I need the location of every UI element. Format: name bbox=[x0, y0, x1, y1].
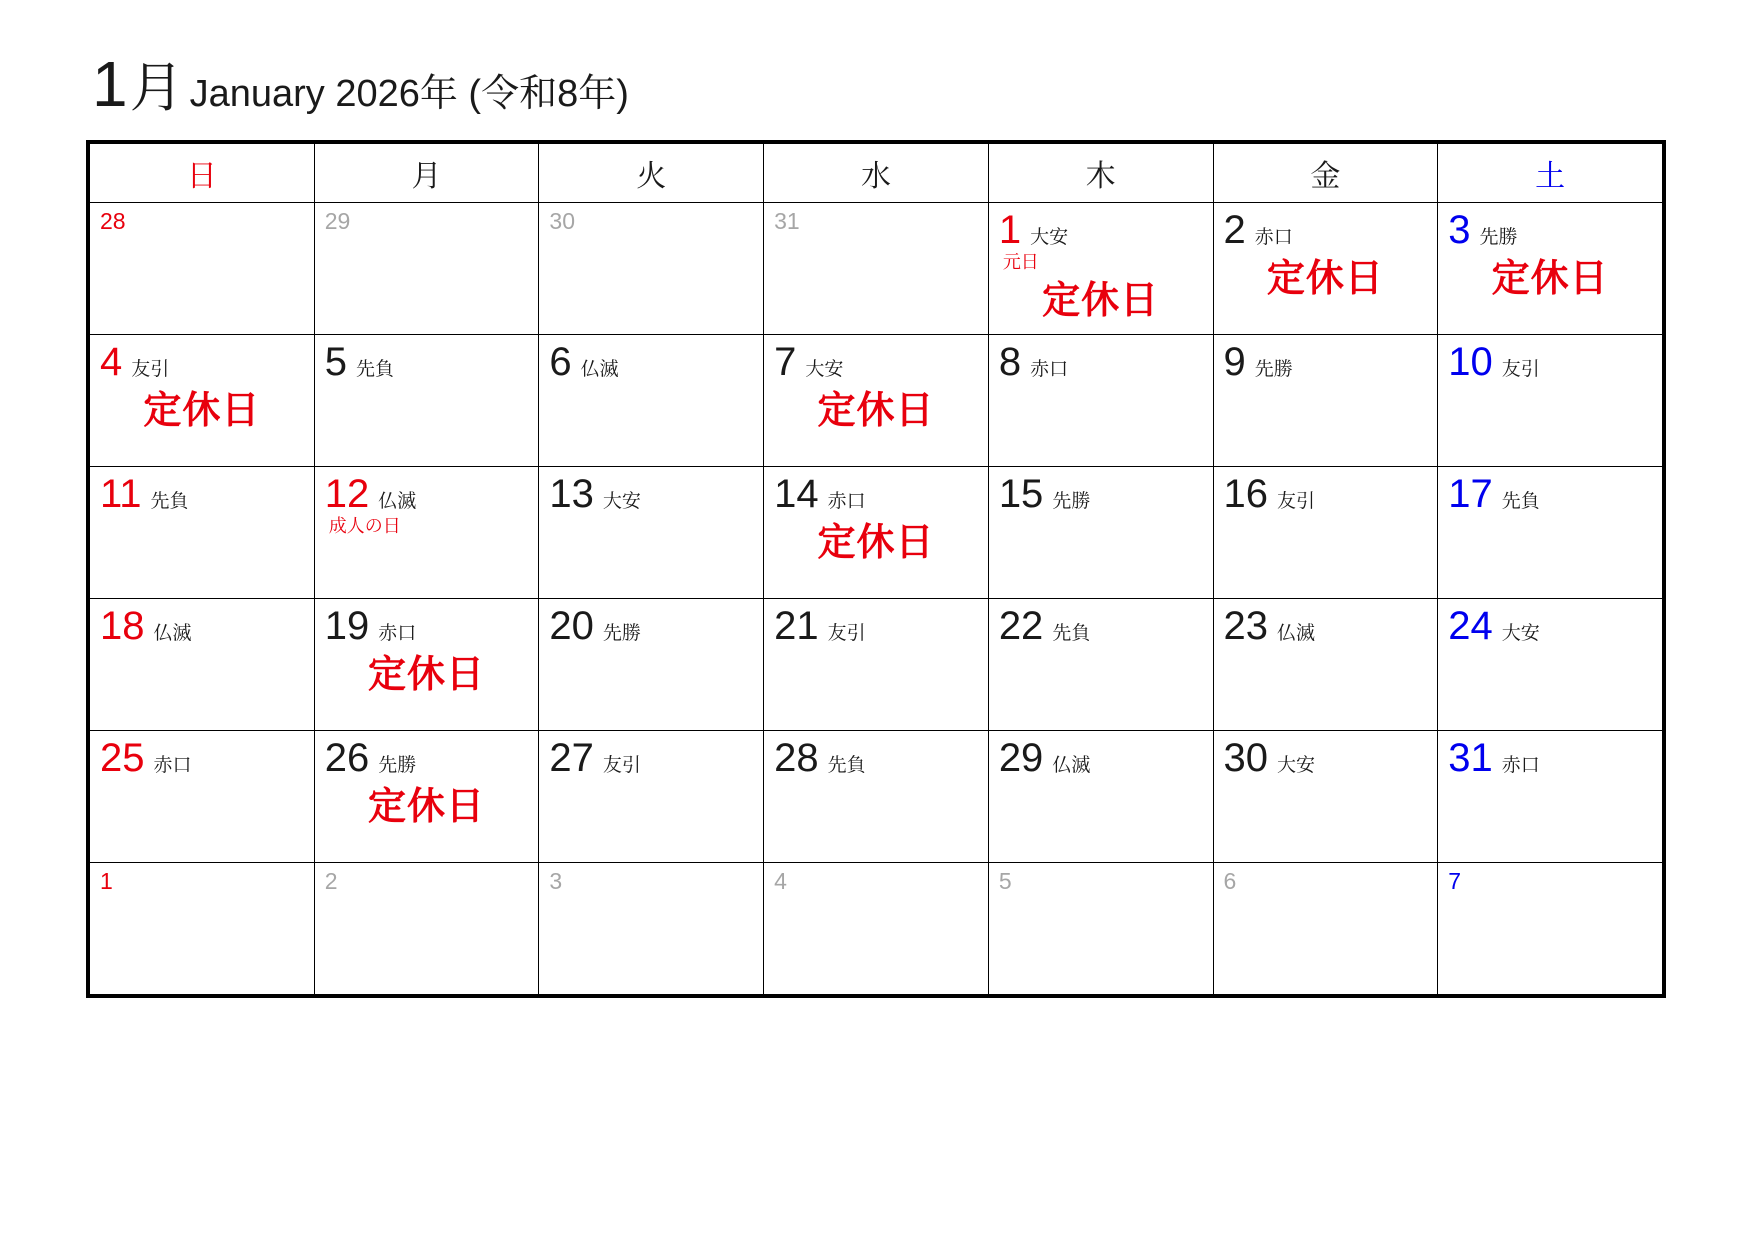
rokuyo-label: 仏滅 bbox=[1052, 755, 1091, 776]
page-title bbox=[92, 48, 629, 120]
calendar-day-cell[interactable] bbox=[1438, 203, 1663, 335]
day-header bbox=[1448, 473, 1652, 515]
day-number: 10 bbox=[1448, 340, 1493, 384]
day-number: 11 bbox=[100, 472, 142, 516]
day-header bbox=[999, 341, 1203, 383]
calendar-day-cell[interactable] bbox=[1438, 335, 1663, 467]
rokuyo-label: 赤口 bbox=[1254, 227, 1293, 248]
calendar-day-cell[interactable] bbox=[1213, 203, 1438, 335]
day-number: 21 bbox=[774, 604, 819, 648]
day-header bbox=[100, 869, 304, 893]
calendar-day-cell[interactable] bbox=[314, 731, 539, 863]
calendar-day-cell[interactable] bbox=[1213, 467, 1438, 599]
holiday-label: 元日 bbox=[1002, 252, 1039, 272]
calendar-day-cell[interactable] bbox=[539, 599, 764, 731]
calendar-day-cell[interactable] bbox=[1213, 731, 1438, 863]
day-header bbox=[325, 605, 529, 647]
calendar-day-cell[interactable] bbox=[764, 467, 989, 599]
day-header bbox=[325, 209, 529, 233]
calendar-day-cell[interactable] bbox=[314, 863, 539, 995]
title-month-english: January 2026年 (令和8年) bbox=[189, 73, 629, 115]
calendar-day-cell[interactable] bbox=[1438, 599, 1663, 731]
day-number: 2 bbox=[324, 868, 338, 894]
day-number: 23 bbox=[1223, 604, 1269, 648]
rokuyo-label: 友引 bbox=[602, 755, 641, 776]
day-number: 4 bbox=[774, 868, 787, 894]
rokuyo-label: 先負 bbox=[355, 359, 394, 380]
rokuyo-label: 仏滅 bbox=[153, 623, 192, 644]
day-header bbox=[549, 605, 753, 647]
weekday-header-tue: 火 bbox=[539, 144, 764, 203]
calendar-day-cell[interactable] bbox=[539, 863, 764, 995]
rokuyo-label: 大安 bbox=[1501, 623, 1540, 644]
closed-day-label: 定休日 bbox=[1266, 258, 1384, 300]
day-number: 30 bbox=[549, 208, 575, 234]
day-header bbox=[774, 737, 978, 779]
calendar-day-cell[interactable] bbox=[90, 203, 315, 335]
calendar-day-cell[interactable] bbox=[314, 203, 539, 335]
day-number: 17 bbox=[1448, 472, 1493, 516]
day-number: 31 bbox=[774, 208, 800, 234]
rokuyo-label: 大安 bbox=[1277, 755, 1316, 776]
day-number: 12 bbox=[324, 472, 370, 516]
rokuyo-label: 大安 bbox=[1030, 227, 1069, 248]
rokuyo-label: 赤口 bbox=[153, 755, 192, 776]
calendar-day-cell[interactable] bbox=[988, 203, 1213, 335]
closed-day-label: 定休日 bbox=[368, 654, 486, 696]
rokuyo-label: 先勝 bbox=[378, 755, 417, 776]
day-number: 5 bbox=[998, 868, 1012, 894]
day-header bbox=[549, 341, 753, 383]
calendar-day-cell[interactable] bbox=[1213, 335, 1438, 467]
rokuyo-label: 先負 bbox=[1052, 623, 1091, 644]
calendar-day-cell[interactable] bbox=[539, 731, 764, 863]
rokuyo-label: 先負 bbox=[1501, 491, 1540, 512]
weekday-header-row bbox=[90, 144, 1663, 203]
day-number: 13 bbox=[549, 472, 594, 516]
day-header bbox=[100, 209, 304, 233]
calendar-day-cell[interactable] bbox=[988, 731, 1213, 863]
calendar-day-cell[interactable] bbox=[1438, 467, 1663, 599]
calendar-body bbox=[90, 203, 1663, 995]
day-header bbox=[999, 473, 1203, 515]
closed-day-label: 定休日 bbox=[1042, 279, 1160, 322]
rokuyo-label: 仏滅 bbox=[378, 491, 417, 512]
day-header bbox=[774, 869, 978, 893]
day-header bbox=[325, 473, 529, 515]
rokuyo-label: 先勝 bbox=[1254, 359, 1293, 380]
day-number: 2 bbox=[1223, 208, 1246, 252]
day-header bbox=[774, 341, 978, 383]
day-header bbox=[549, 869, 753, 893]
rokuyo-label: 赤口 bbox=[1030, 359, 1069, 380]
closed-day-label: 定休日 bbox=[368, 786, 486, 828]
calendar-day-cell[interactable] bbox=[314, 599, 539, 731]
day-header bbox=[100, 473, 304, 515]
weekday-header-fri: 金 bbox=[1213, 144, 1438, 203]
holiday-label: 成人の日 bbox=[328, 516, 401, 536]
closed-day-label: 定休日 bbox=[817, 522, 935, 564]
day-header bbox=[774, 605, 978, 647]
day-header bbox=[100, 341, 304, 383]
calendar-day-cell[interactable] bbox=[90, 599, 315, 731]
day-number: 19 bbox=[324, 604, 370, 648]
day-number: 1 bbox=[100, 868, 113, 894]
day-number: 27 bbox=[549, 736, 594, 780]
day-header bbox=[100, 605, 304, 647]
calendar-day-cell[interactable] bbox=[1213, 599, 1438, 731]
day-header bbox=[1448, 737, 1652, 779]
day-number: 6 bbox=[1223, 868, 1237, 894]
day-number: 3 bbox=[549, 868, 563, 894]
rokuyo-label: 友引 bbox=[1277, 491, 1316, 512]
weekday-header-wed: 水 bbox=[764, 144, 989, 203]
rokuyo-label: 先勝 bbox=[1479, 227, 1518, 248]
day-number: 5 bbox=[324, 340, 347, 384]
day-header bbox=[999, 869, 1203, 893]
weekday-header-thu: 木 bbox=[988, 144, 1213, 203]
calendar-day-cell[interactable] bbox=[764, 203, 989, 335]
rokuyo-label: 友引 bbox=[1501, 359, 1540, 380]
calendar-day-cell[interactable] bbox=[764, 335, 989, 467]
calendar-week-row bbox=[90, 467, 1663, 599]
rokuyo-label: 赤口 bbox=[827, 491, 866, 512]
day-number: 14 bbox=[774, 472, 819, 516]
calendar-week-row bbox=[90, 599, 1663, 731]
day-header bbox=[325, 341, 529, 383]
day-header bbox=[1224, 209, 1428, 251]
day-header bbox=[100, 737, 304, 779]
day-number: 9 bbox=[1223, 340, 1246, 384]
calendar-day-cell[interactable] bbox=[1438, 731, 1663, 863]
calendar-day-cell[interactable] bbox=[764, 599, 989, 731]
day-header bbox=[999, 605, 1203, 647]
day-header bbox=[1224, 869, 1428, 893]
weekday-header-sun: 日 bbox=[90, 144, 315, 203]
day-number: 7 bbox=[1448, 868, 1462, 894]
rokuyo-label: 赤口 bbox=[378, 623, 417, 644]
day-header bbox=[1224, 737, 1428, 779]
rokuyo-label: 大安 bbox=[805, 359, 844, 380]
title-month-number: 1 bbox=[92, 48, 128, 120]
day-number: 3 bbox=[1448, 208, 1471, 252]
calendar-day-cell[interactable] bbox=[314, 335, 539, 467]
day-header bbox=[1224, 605, 1428, 647]
day-header bbox=[549, 737, 753, 779]
calendar-day-cell[interactable] bbox=[90, 731, 315, 863]
day-header bbox=[549, 209, 753, 233]
day-number: 25 bbox=[100, 736, 145, 780]
day-header bbox=[1448, 209, 1652, 251]
closed-day-label: 定休日 bbox=[817, 390, 935, 432]
calendar-day-cell[interactable] bbox=[988, 467, 1213, 599]
rokuyo-label: 先勝 bbox=[1052, 491, 1091, 512]
day-number: 8 bbox=[998, 340, 1022, 384]
calendar-grid bbox=[86, 140, 1666, 998]
calendar-day-cell[interactable] bbox=[988, 599, 1213, 731]
calendar-day-cell[interactable] bbox=[988, 863, 1213, 995]
rokuyo-label: 先負 bbox=[150, 491, 189, 512]
title-month-kanji: 月 bbox=[129, 58, 184, 118]
rokuyo-label: 友引 bbox=[827, 623, 866, 644]
calendar-day-cell[interactable] bbox=[1213, 863, 1438, 995]
day-number: 18 bbox=[100, 604, 145, 648]
rokuyo-label: 仏滅 bbox=[580, 359, 619, 380]
day-header bbox=[774, 209, 978, 233]
rokuyo-label: 仏滅 bbox=[1277, 623, 1316, 644]
calendar-table bbox=[89, 143, 1663, 995]
calendar-day-cell[interactable] bbox=[539, 203, 764, 335]
calendar-day-cell[interactable] bbox=[764, 863, 989, 995]
calendar-day-cell[interactable] bbox=[764, 731, 989, 863]
calendar-day-cell[interactable] bbox=[90, 335, 315, 467]
rokuyo-label: 赤口 bbox=[1501, 755, 1540, 776]
day-number: 20 bbox=[549, 604, 594, 648]
weekday-header-sat: 土 bbox=[1438, 144, 1663, 203]
calendar-day-cell[interactable] bbox=[988, 335, 1213, 467]
day-number: 28 bbox=[774, 736, 819, 780]
day-number: 29 bbox=[324, 208, 351, 234]
weekday-header-mon: 月 bbox=[314, 144, 539, 203]
day-number: 30 bbox=[1223, 736, 1269, 780]
calendar-week-row bbox=[90, 335, 1663, 467]
day-number: 6 bbox=[549, 340, 572, 384]
day-number: 26 bbox=[324, 736, 370, 780]
calendar-week-row bbox=[90, 203, 1663, 335]
calendar-day-cell[interactable] bbox=[90, 467, 315, 599]
calendar-day-cell[interactable] bbox=[1438, 863, 1663, 995]
day-header bbox=[1448, 605, 1652, 647]
day-header bbox=[999, 209, 1203, 251]
day-header bbox=[1224, 473, 1428, 515]
calendar-week-row bbox=[90, 863, 1663, 995]
day-number: 15 bbox=[998, 472, 1044, 516]
closed-day-label: 定休日 bbox=[143, 390, 261, 432]
calendar-day-cell[interactable] bbox=[90, 863, 315, 995]
day-number: 28 bbox=[100, 208, 126, 234]
day-header bbox=[1448, 341, 1652, 383]
day-number: 1 bbox=[998, 208, 1022, 252]
day-header bbox=[549, 473, 753, 515]
calendar-week-row bbox=[90, 731, 1663, 863]
day-header bbox=[774, 473, 978, 515]
day-number: 22 bbox=[998, 604, 1044, 648]
rokuyo-label: 大安 bbox=[602, 491, 641, 512]
rokuyo-label: 先負 bbox=[827, 755, 866, 776]
rokuyo-label: 先勝 bbox=[602, 623, 641, 644]
day-number: 16 bbox=[1223, 472, 1269, 516]
calendar-day-cell[interactable] bbox=[539, 467, 764, 599]
day-number: 29 bbox=[998, 736, 1044, 780]
day-header bbox=[1448, 869, 1652, 893]
day-header bbox=[1224, 341, 1428, 383]
day-number: 31 bbox=[1448, 736, 1493, 780]
day-header bbox=[325, 869, 529, 893]
calendar-day-cell[interactable] bbox=[314, 467, 539, 599]
closed-day-label: 定休日 bbox=[1491, 258, 1609, 300]
rokuyo-label: 友引 bbox=[131, 359, 170, 380]
day-header bbox=[999, 737, 1203, 779]
calendar-day-cell[interactable] bbox=[539, 335, 764, 467]
day-number: 4 bbox=[100, 340, 123, 384]
day-header bbox=[325, 737, 529, 779]
day-number: 24 bbox=[1448, 604, 1493, 648]
day-number: 7 bbox=[774, 340, 797, 384]
